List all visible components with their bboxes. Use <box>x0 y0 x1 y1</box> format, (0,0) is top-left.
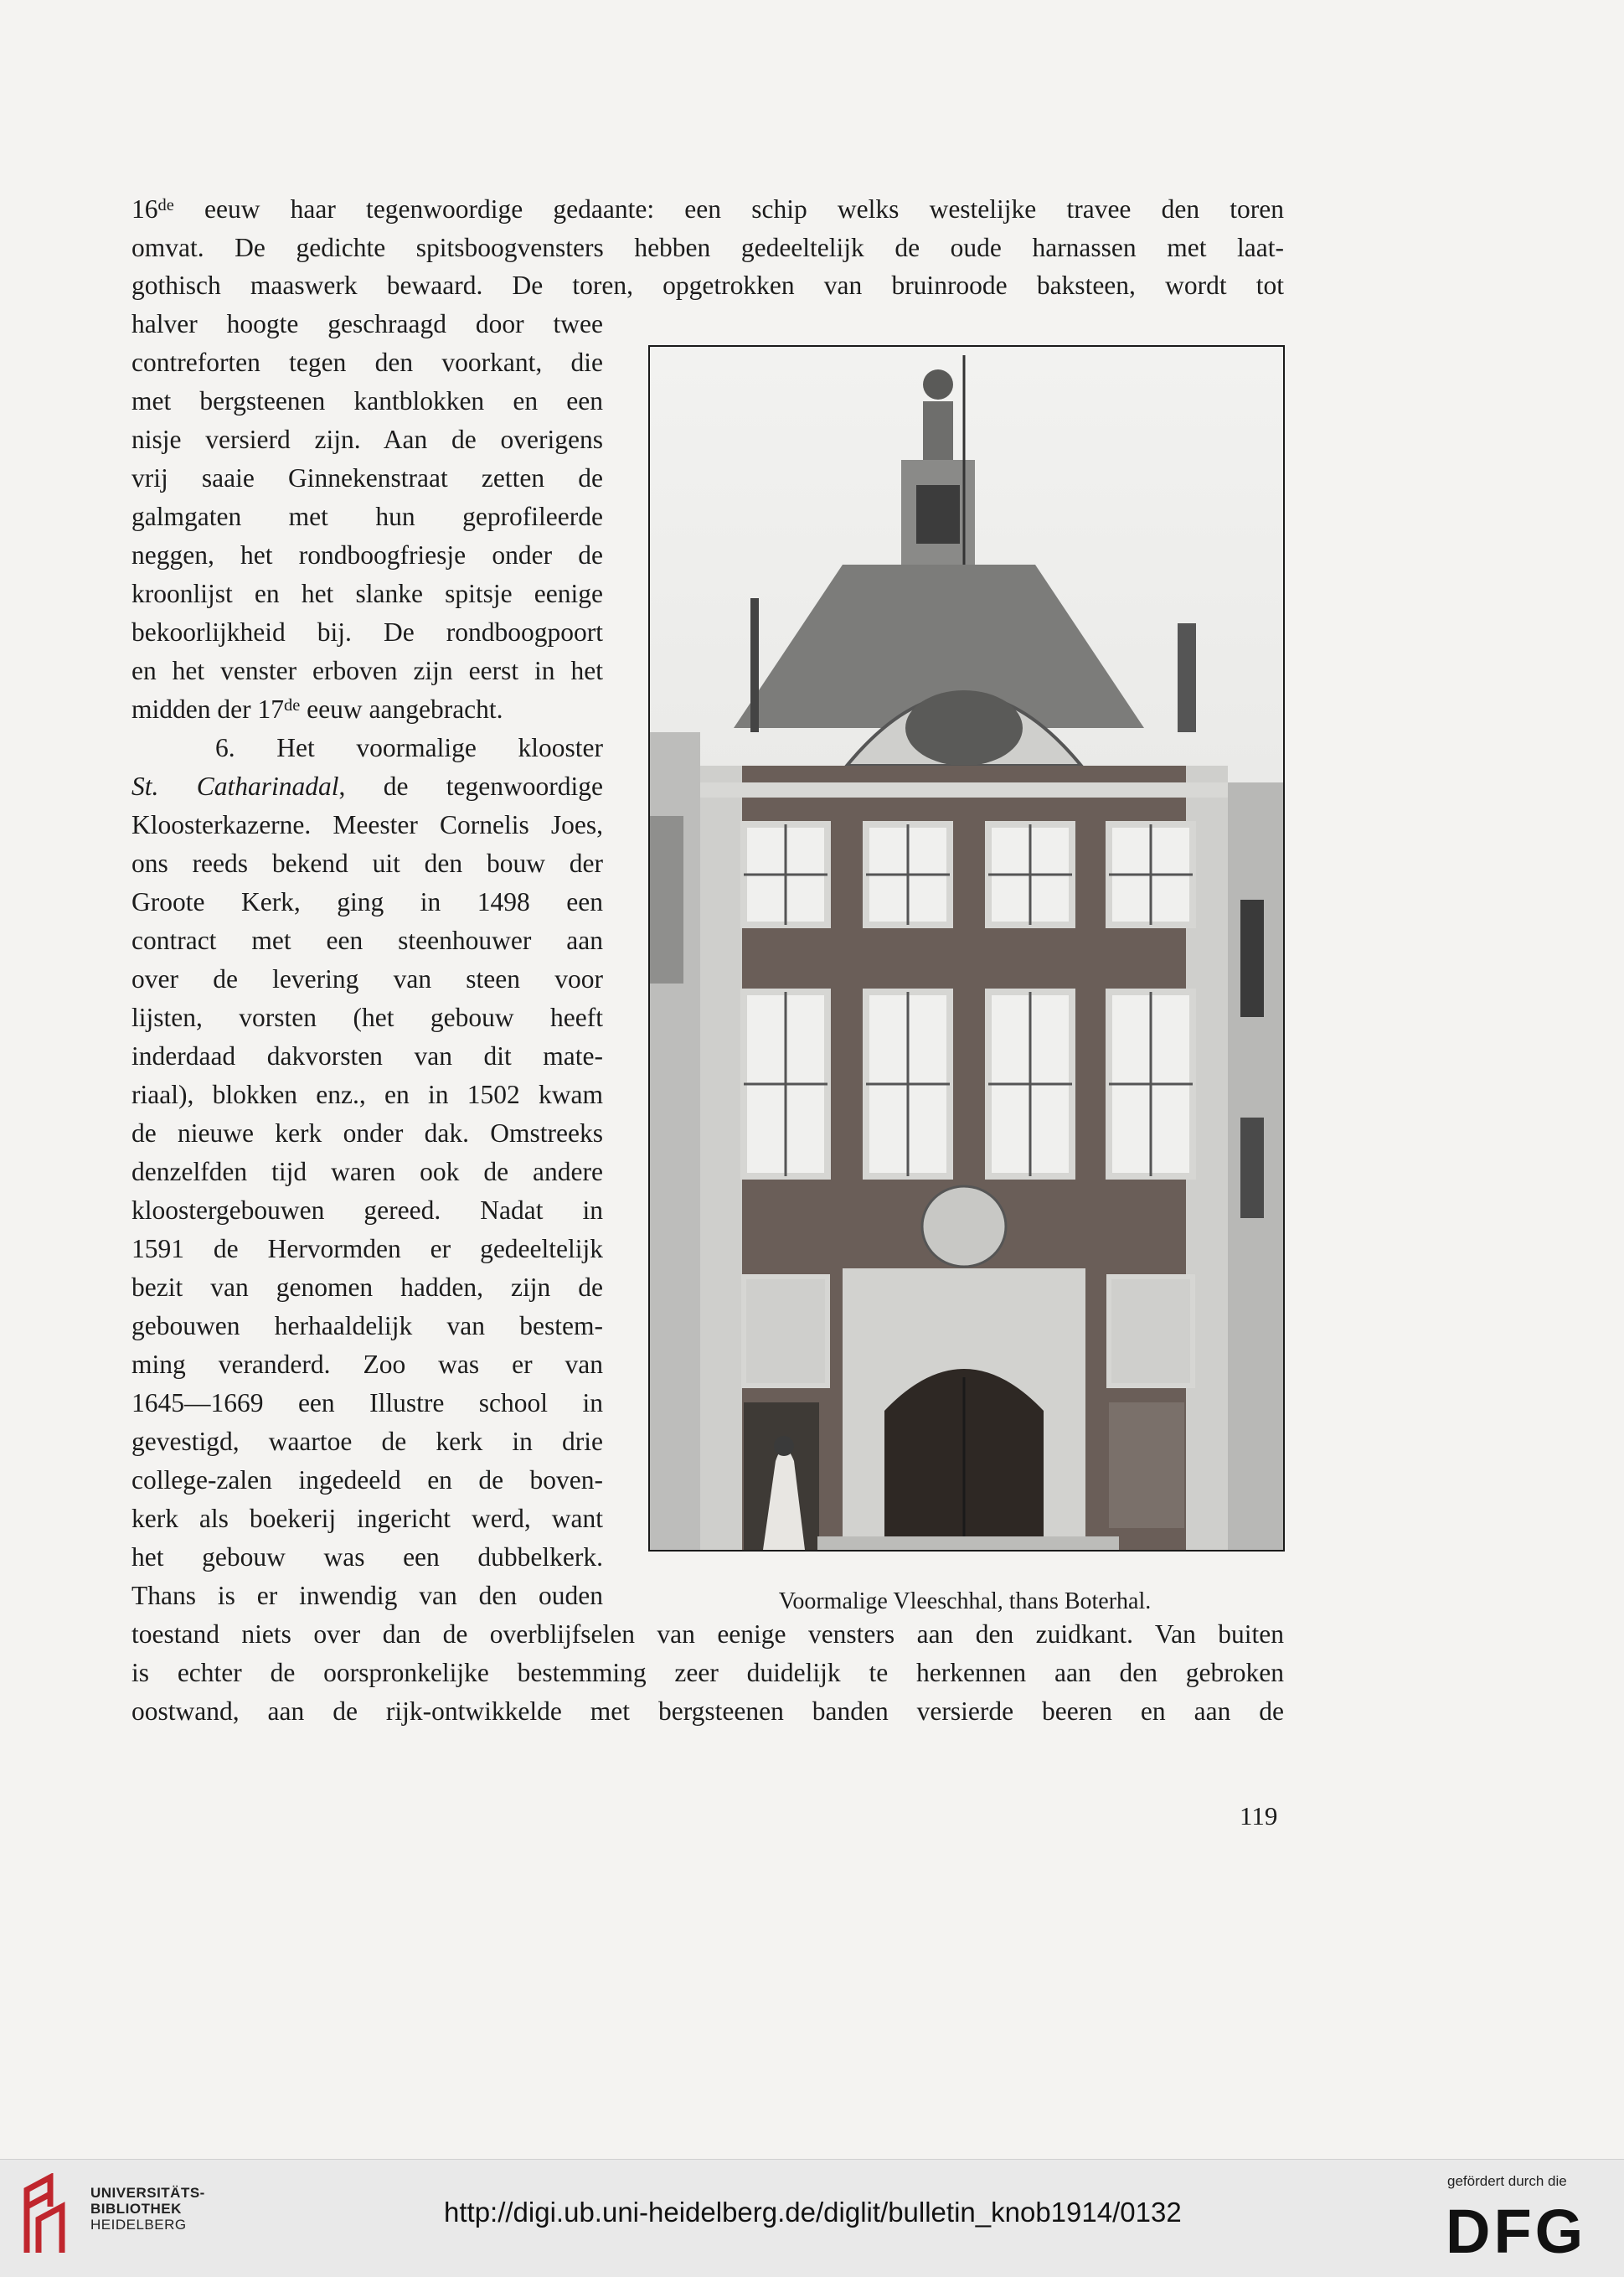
text-line: ons reeds bekend uit den bouw der <box>131 849 603 878</box>
figure-caption: Voormalige Vleeschhal, thans Boterhal. <box>778 1588 1152 1614</box>
text-line: en het venster erboven zijn eerst in het <box>131 656 603 685</box>
text-line: omvat. De gedichte spitsboogvensters hebben gedeeltelijk de oude harnassen met laat- <box>131 233 1284 262</box>
text-line: bezit van genomen hadden, zijn de <box>131 1273 603 1302</box>
viewer-footer <box>0 2159 1624 2277</box>
text-line: 1645—1669 een Illustre school in <box>131 1388 603 1417</box>
text-line: contreforten tegen den voorkant, die <box>131 348 603 377</box>
library-name <box>90 2185 205 2233</box>
text-line: riaal), blokken enz., en in 1502 kwam <box>131 1080 603 1109</box>
text-line: oostwand, aan de rijk-ontwikkelde met bergsteenen banden versierde beeren en aan de <box>131 1696 1284 1726</box>
text-line: lijsten, vorsten (het gebouw heeft <box>131 1003 603 1032</box>
text-line: de nieuwe kerk onder dak. Omstreeks <box>131 1118 603 1148</box>
funding-label: gefördert durch die <box>1447 2173 1567 2189</box>
text-line: 16de eeuw haar tegenwoordige gedaante: een schip welks westelijke travee den toren <box>131 194 1284 224</box>
permalink-url[interactable]: http://digi.ub.uni-heidelberg.de/diglit/bulletin_knob1914/0132 <box>444 2197 1182 2228</box>
text-line: bekoorlijkheid bij. De rondboogpoort <box>131 617 603 647</box>
text-line: is echter de oorspronkelijke bestemming zeer duidelijk te herkennen aan den gebroken <box>131 1658 1284 1687</box>
library-name-line: UNIVERSITÄTS- <box>90 2185 205 2201</box>
library-name-line: HEIDELBERG <box>90 2217 187 2233</box>
text-line: kroonlijst en het slanke spitsje eenige <box>131 579 603 608</box>
text-line: Thans is er inwendig van den ouden <box>131 1581 603 1610</box>
text-line: kerk als boekerij ingericht werd, want <box>131 1504 603 1533</box>
ub-heidelberg-logo-icon[interactable] <box>18 2173 77 2257</box>
text-line: vrij saaie Ginnekenstraat zetten de <box>131 463 603 493</box>
text-line: halver hoogte geschraagd door twee <box>131 309 603 338</box>
text-line: kloostergebouwen gereed. Nadat in <box>131 1195 603 1225</box>
text-line: het gebouw was een dubbelkerk. <box>131 1542 603 1572</box>
text-line: 1591 de Hervormden er gedeeltelijk <box>131 1234 603 1263</box>
text-line: neggen, het rondboogfriesje onder de <box>131 540 603 570</box>
dfg-logo[interactable]: DFG <box>1446 2197 1587 2266</box>
library-name-line: BIBLIOTHEK <box>90 2201 182 2217</box>
text-line: gothisch maaswerk bewaard. De toren, opgetrokken van bruinroode baksteen, wordt tot <box>131 271 1284 300</box>
text-line: galmgaten met hun geprofileerde <box>131 502 603 531</box>
text-line: gebouwen herhaaldelijk van bestem- <box>131 1311 603 1340</box>
paragraph-start: 6. Het voormalige klooster <box>215 733 603 762</box>
text-line: denzelfden tijd waren ook de andere <box>131 1157 603 1186</box>
text-line: Kloosterkazerne. Meester Cornelis Joes, <box>131 810 603 839</box>
building-photograph <box>648 345 1285 1552</box>
text-line: nisje versierd zijn. Aan de overigens <box>131 425 603 454</box>
text-line: midden der 17de eeuw aangebracht. <box>131 694 503 724</box>
page-number: 119 <box>1240 1801 1278 1830</box>
text-line: Groote Kerk, ging in 1498 een <box>131 887 603 916</box>
text-line: St. Catharinadal, de tegenwoordige <box>131 772 603 801</box>
text-line: toestand niets over dan de overblijfselen van eenige vensters aan den zuidkant. Van buiten <box>131 1619 1284 1649</box>
text-line: inderdaad dakvorsten van dit mate- <box>131 1041 603 1071</box>
text-line: met bergsteenen kantblokken en een <box>131 386 603 416</box>
text-line: over de levering van steen voor <box>131 964 603 994</box>
text-line: college-zalen ingedeeld en de boven- <box>131 1465 603 1495</box>
building-facade-illustration <box>650 347 1283 1550</box>
text-line: contract met een steenhouwer aan <box>131 926 603 955</box>
text-line: gevestigd, waartoe de kerk in drie <box>131 1427 603 1456</box>
text-line: ming veranderd. Zoo was er van <box>131 1350 603 1379</box>
